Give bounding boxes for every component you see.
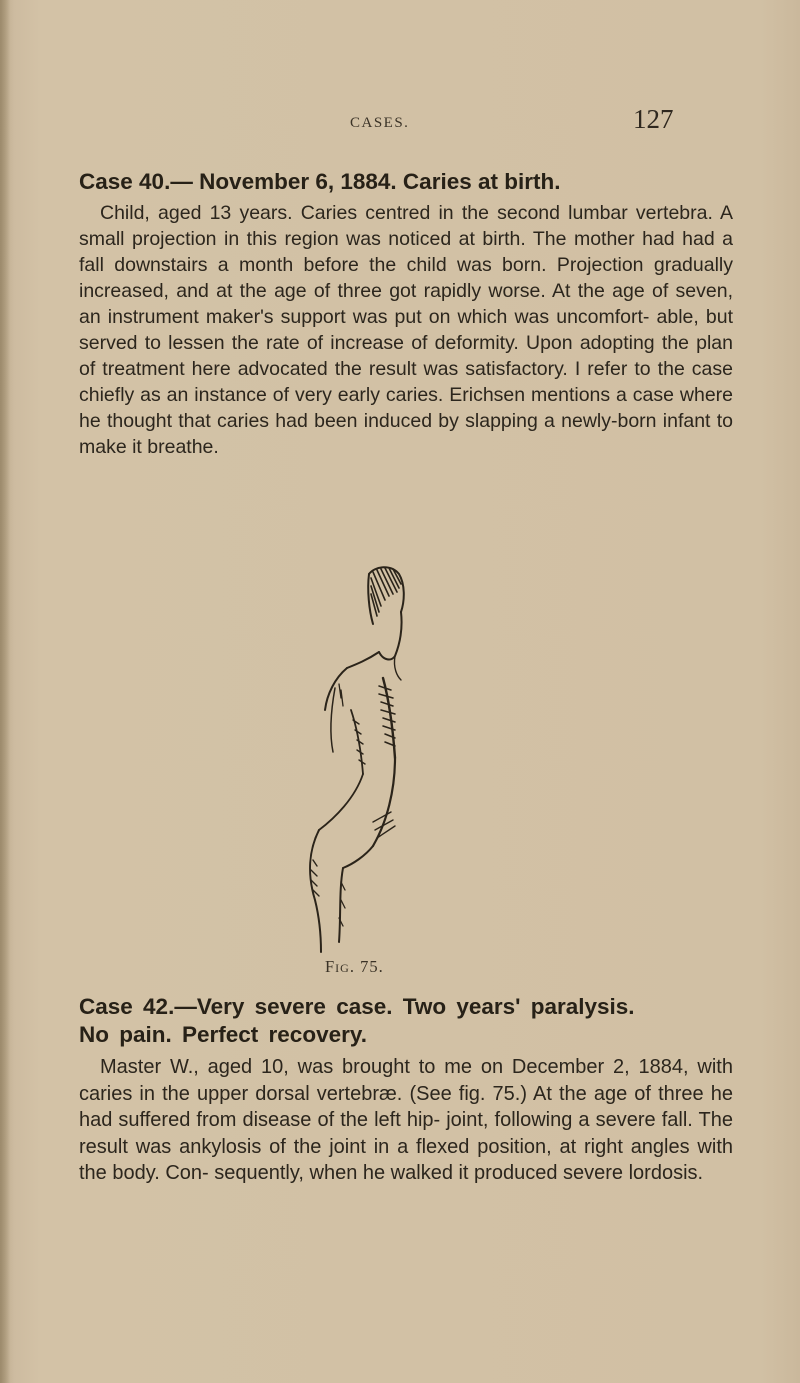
- case-42-heading-line-1: Case 42.—Very severe case. Two years' paralysis.: [79, 994, 635, 1019]
- page-number: 127: [633, 104, 674, 134]
- case-42-heading: [79, 993, 729, 1049]
- figure-75-illustration: [295, 560, 405, 960]
- figure-caption-label: Fig.: [325, 957, 355, 976]
- page-gutter-shadow: [0, 0, 10, 1383]
- case-42-heading-line-2: No pain. Perfect recovery.: [79, 1022, 367, 1047]
- case-42-paragraph: Master W., aged 10, was brought to me on December 2, 1884, with caries in the upper dorsal vertebræ. (See fig. 75.) At the age of three he had suffered from disease of the left hip- joint, following a severe fall. The result was ankylosis of the joint in a flexed position, at right angles with the body. Con- sequently, when he walked it produced severe lordosis.: [79, 1056, 733, 1184]
- case-40-paragraph: Child, aged 13 years. Caries centred in the second lumbar vertebra. A small projection in this region was noticed at birth. The mother had had a fall downstairs a month before the child was born. Projection gradually increased, and at the age of three got rapidly worse. At the age of seven, an instrument maker's support was put on which was uncomfort- able, but served to lessen the rate of increase of deformity. Upon adopting the plan of treatment here advocated the result was satisfactory. I refer to the case chiefly as an instance of very early caries. Erichsen mentions a case where he thought that caries had been induced by slapping a newly-born infant to make it breathe.: [79, 202, 733, 458]
- figure-caption: [325, 957, 384, 977]
- case-40-heading: Case 40.— November 6, 1884. Caries at birth.: [79, 169, 561, 194]
- figure-caption-number: 75.: [360, 957, 384, 976]
- running-head: CASES.: [350, 115, 410, 131]
